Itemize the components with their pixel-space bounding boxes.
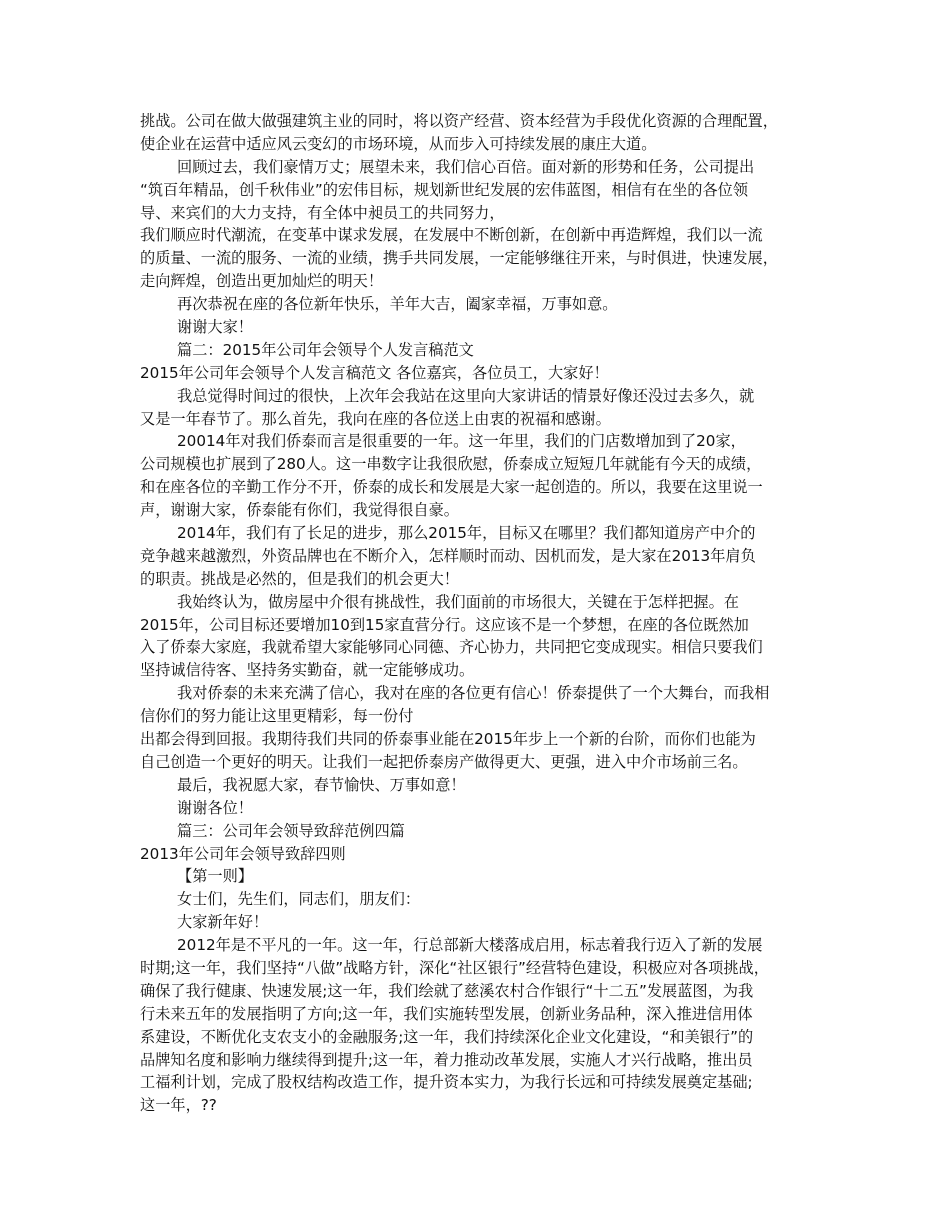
text-line: 大家新年好！ — [177, 913, 269, 932]
text-line: 和在座各位的辛勤工作分不开，侨泰的成长和发展是大家一起创造的。所以，我要在这里说一 — [140, 478, 763, 497]
text-line: 篇二：2015年公司年会领导个人发言稿范文 — [177, 340, 474, 359]
text-line: 最后，我祝愿大家，春节愉快、万事如意！ — [177, 775, 466, 794]
text-line: 导、来宾们的大力支持，有全体中昶员工的共同努力， — [140, 203, 505, 222]
text-line: 行未来五年的发展指明了方向;这一年，我们实施转型发展，创新业务品种，深入推进信用体 — [140, 1004, 753, 1023]
text-line: 这一年，?? — [140, 1096, 217, 1115]
text-line: 【第一则】 — [177, 867, 253, 886]
text-line: 谢谢大家！ — [177, 318, 253, 337]
text-line: 又是一年春节了。那么首先，我向在座的各位送上由衷的祝福和感谢。 — [140, 409, 611, 428]
text-line: 我对侨泰的未来充满了信心，我对在座的各位更有信心！侨泰提供了一个大舞台，而我相 — [177, 684, 770, 703]
text-line: 竞争越来越激烈，外资品牌也在不断介入，怎样顺时而动、因机而发，是大家在2013年肩负 — [140, 546, 756, 565]
text-line: 品牌知名度和影响力继续得到提升;这一年，着力推动改革发展，实施人才兴行战略，推出员 — [140, 1050, 753, 1069]
text-line: 我始终认为，做房屋中介很有挑战性，我们面前的市场很大，关键在于怎样把握。在 — [177, 592, 739, 611]
text-line: 工福利计划，完成了股权结构改造工作，提升资本实力，为我行长远和可持续发展奠定基础; — [140, 1073, 753, 1092]
text-line: 的质量、一流的服务、一流的业绩，携手共同发展，一定能够继往开来，与时俱进，快速发展， — [140, 249, 778, 268]
text-line: “筑百年精品，创千秋伟业”的宏伟目标，规划新世纪发展的宏伟蓝图，相信有在坐的各位领 — [140, 180, 749, 199]
text-line: 篇三：公司年会领导致辞范例四篇 — [177, 821, 405, 840]
text-line: 自己创造一个更好的明天。让我们一起把侨泰房产做得更大、更强，进入中介市场前三名。 — [140, 752, 748, 771]
text-line: 坚持诚信待客、坚持务实勤奋，就一定能够成功。 — [140, 661, 475, 680]
text-line: 系建设，不断优化支农支小的金融服务;这一年，我们持续深化企业文化建设，“和美银行”的 — [140, 1027, 754, 1046]
text-line: 2015年，公司目标还要增加10到15家直营分行。这应该不是一个梦想，在座的各位既然加 — [140, 615, 749, 634]
text-line: 2013年公司年会领导致辞四则 — [140, 844, 346, 863]
text-line: 出都会得到回报。我期待我们共同的侨泰事业能在2015年步上一个新的台阶，而你们也能为 — [140, 730, 756, 749]
text-line: 走向辉煌，创造出更加灿烂的明天！ — [140, 272, 383, 291]
text-line: 挑战。公司在做大做强建筑主业的同时，将以资产经营、资本经营为手段优化资源的合理配置， — [140, 112, 778, 130]
text-line: 2015年公司年会领导个人发言稿范文 各位嘉宾，各位员工，大家好！ — [140, 363, 609, 382]
text-line: 2014年，我们有了长足的进步，那么2015年，目标又在哪里？我们都知道房产中介的 — [177, 524, 756, 543]
text-line: 入了侨泰大家庭，我就希望大家能够同心同德、齐心协力，共同把它变成现实。相信只要我们 — [140, 638, 763, 657]
text-line: 我们顺应时代潮流，在变革中谋求发展，在发展中不断创新，在创新中再造辉煌，我们以一流 — [140, 226, 763, 245]
text-line: 时期;这一年，我们坚持“八做”战略方针，深化“社区银行”经营特色建设，积极应对各项挑战， — [140, 958, 769, 977]
text-line: 谢谢各位！ — [177, 798, 253, 817]
document-body — [140, 110, 820, 1117]
text-line: 公司规模也扩展到了280人。这一串数字让我很欣慰，侨泰成立短短几年就能有今天的成绩， — [140, 455, 762, 474]
text-line: 20014年对我们侨泰而言是很重要的一年。这一年里，我们的门店数增加到了20家， — [177, 432, 746, 451]
text-line: 女士们，先生们，同志们，朋友们： — [177, 890, 420, 909]
text-line: 使企业在运营中适应风云变幻的市场环境，从而步入可持续发展的康庄大道。 — [140, 134, 657, 153]
text-line: 的职责。挑战是必然的，但是我们的机会更大！ — [140, 569, 459, 588]
text-line: 再次恭祝在座的各位新年快乐，羊年大吉，阖家幸福，万事如意。 — [177, 295, 618, 314]
text-line: 我总觉得时间过的很快，上次年会我站在这里向大家讲话的情景好像还没过去多久，就 — [177, 386, 755, 405]
text-line: 2012年是不平凡的一年。这一年，行总部新大楼落成启用，标志着我行迈入了新的发展 — [177, 936, 763, 955]
text-line: 声，谢谢大家，侨泰能有你们，我觉得很自豪。 — [140, 501, 459, 520]
text-line: 信你们的努力能让这里更精彩，每一份付 — [140, 707, 414, 726]
text-line: 回顾过去，我们豪情万丈；展望未来，我们信心百倍。面对新的形势和任务，公司提出 — [177, 157, 755, 176]
text-line: 确保了我行健康、快速发展;这一年，我们绘就了慈溪农村合作银行“十二五”发展蓝图，为我 — [140, 981, 754, 1000]
